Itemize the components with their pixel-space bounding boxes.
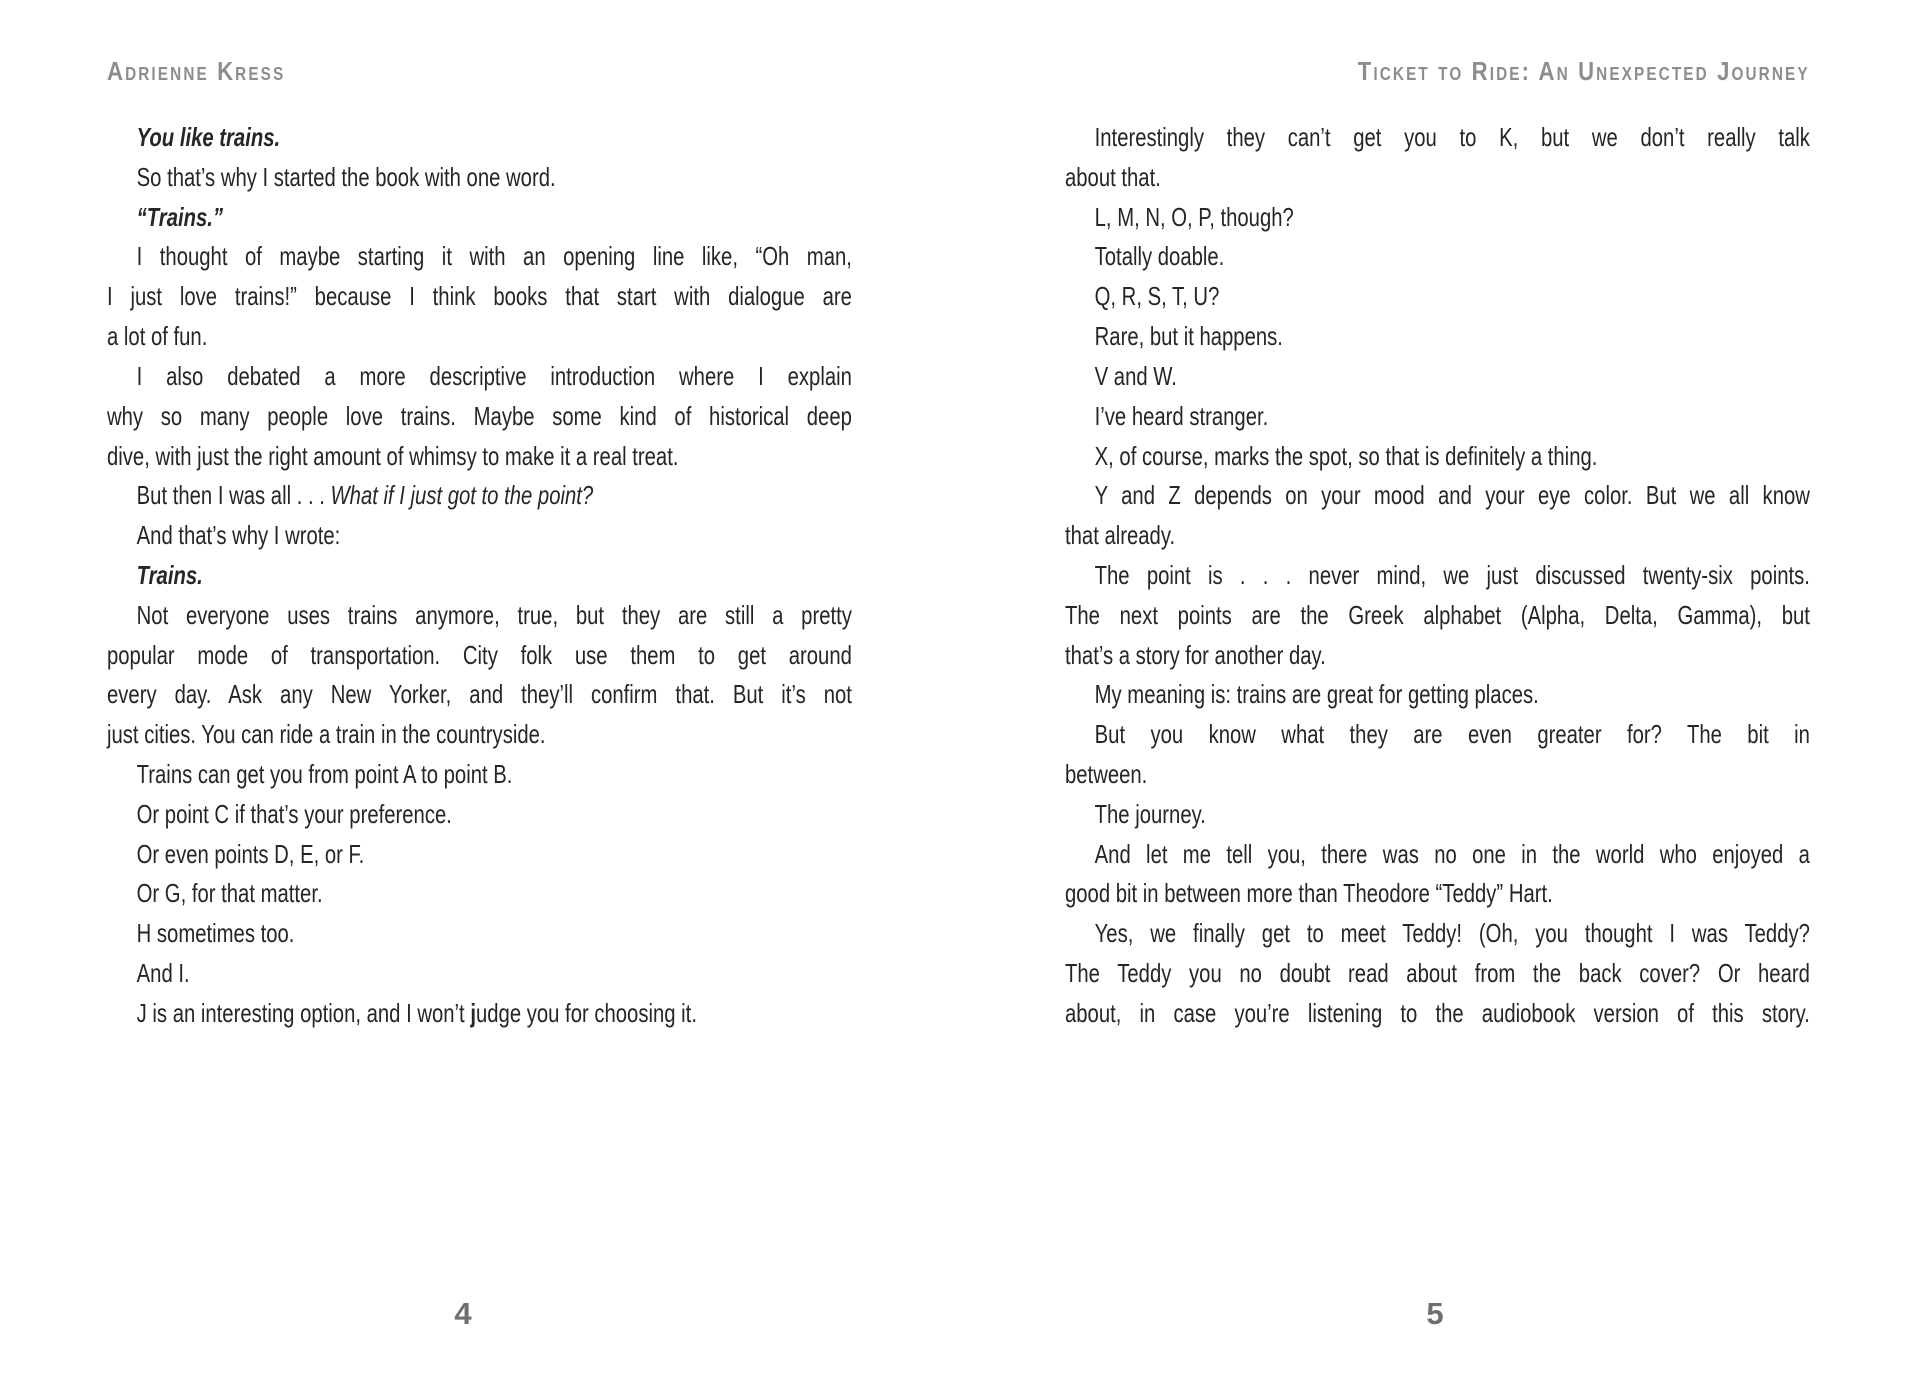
text-line	[1065, 914, 1810, 954]
text-line	[107, 516, 852, 556]
body-text: X, of course, marks the spot, so that is definitely a thing.	[1094, 440, 1598, 471]
body-text: Or G, for that matter.	[136, 878, 323, 909]
body-text: And that’s why I wrote:	[136, 520, 341, 551]
body-text: V and W.	[1094, 360, 1177, 391]
text-line	[1065, 317, 1810, 357]
text-line	[1065, 357, 1810, 397]
body-text: Rare, but it happens.	[1094, 321, 1283, 352]
body-text: Interestingly they can’t get you to K, but we don’t really talk	[1094, 122, 1810, 152]
text-line	[107, 755, 852, 795]
text-line	[1065, 118, 1810, 158]
body-text: The Teddy you no doubt read about from the back cover? Or heard	[1065, 958, 1810, 989]
text-line	[107, 158, 852, 198]
text-line	[107, 556, 852, 596]
text-line	[1065, 994, 1810, 1034]
text-line	[1065, 835, 1810, 875]
text-line	[107, 118, 852, 158]
text-line	[1065, 476, 1810, 516]
text-line	[107, 835, 852, 875]
text-line	[107, 198, 852, 238]
body-text: I thought of maybe starting it with an opening line like, “Oh man,	[136, 241, 852, 272]
text-line	[1065, 715, 1810, 755]
text-line	[107, 237, 852, 277]
body-text: good bit in between more than Theodore “Teddy” Hart.	[1065, 878, 1553, 909]
body-text: about that.	[1065, 161, 1161, 192]
body-text: that’s a story for another day.	[1065, 639, 1326, 670]
body-text: I also debated a more descriptive introduction where I explain	[136, 360, 852, 391]
body-text: So that’s why I started the book with one word.	[136, 161, 556, 192]
text-line	[107, 317, 852, 357]
emphasis-text: What if I just got to the point?	[330, 480, 594, 511]
text-line	[1065, 675, 1810, 715]
body-text: H sometimes too.	[136, 918, 295, 949]
text-line	[107, 357, 852, 397]
text-line	[107, 636, 852, 676]
body-text: Not everyone uses trains anymore, true, but they are still a pretty	[136, 599, 852, 630]
text-line	[107, 914, 852, 954]
running-header-author: Adrienne Kress	[107, 56, 286, 86]
body-text: The next points are the Greek alphabet (Alpha, Delta, Gamma), but	[1065, 599, 1810, 630]
body-text: Trains can get you from point A to point B.	[136, 759, 513, 789]
text-line	[107, 795, 852, 835]
text-line	[1065, 636, 1810, 676]
body-text: The point is . . . never mind, we just discussed twenty-six points.	[1094, 559, 1810, 590]
emphasis-text: Trains.	[136, 559, 203, 590]
text-line	[107, 874, 852, 914]
body-text: I just love trains!” because I think books that start with dialogue are	[107, 281, 852, 312]
text-line	[1065, 158, 1810, 198]
body-text: that already.	[1065, 520, 1176, 551]
text-line	[1065, 596, 1810, 636]
body-text: Or point C if that’s your preference.	[136, 798, 452, 829]
body-text: udge you for choosing it.	[475, 997, 697, 1028]
text-line	[1065, 755, 1810, 795]
text-line	[1065, 198, 1810, 238]
body-text: The journey.	[1094, 798, 1206, 829]
body-text: Y and Z depends on your mood and your eye color. But we all know	[1094, 480, 1810, 511]
text-line	[107, 675, 852, 715]
text-line	[107, 715, 852, 755]
body-text: L, M, N, O, P, though?	[1094, 201, 1294, 232]
text-line	[107, 437, 852, 477]
body-text: Yes, we finally get to meet Teddy! (Oh, you thought I was Teddy?	[1094, 918, 1810, 949]
body-text: But you know what they are even greater for? The bit in	[1094, 719, 1810, 750]
text-line	[107, 277, 852, 317]
page-right-text-column	[1065, 118, 1810, 1034]
text-line	[1065, 795, 1810, 835]
text-line	[1065, 954, 1810, 994]
body-text: J is an interesting option, and I won’t	[136, 997, 471, 1028]
body-text: And let me tell you, there was no one in the world who enjoyed a	[1094, 838, 1810, 869]
text-line	[107, 596, 852, 636]
text-line	[1065, 437, 1810, 477]
body-text: I’ve heard stranger.	[1094, 400, 1269, 431]
body-text: popular mode of transportation. City folk use them to get around	[107, 639, 852, 670]
text-line	[1065, 237, 1810, 277]
body-text: dive, with just the right amount of whimsy to make it a real treat.	[107, 440, 679, 471]
text-line	[107, 954, 852, 994]
text-line	[107, 994, 852, 1034]
body-text: And I.	[136, 958, 190, 989]
body-text: every day. Ask any New Yorker, and they’ll confirm that. But it’s not	[107, 679, 852, 710]
page-number-right: 5	[1426, 1296, 1444, 1331]
text-line	[107, 476, 852, 516]
emphasis-text: “Trains.”	[136, 201, 224, 232]
text-line	[1065, 516, 1810, 556]
body-text: Totally doable.	[1094, 241, 1225, 272]
body-text: about, in case you’re listening to the audiobook version of this story.	[1065, 997, 1810, 1028]
text-line	[107, 397, 852, 437]
body-text: why so many people love trains. Maybe some kind of historical deep	[107, 400, 852, 431]
page-left-text-column	[107, 118, 852, 1034]
page-number-left: 4	[454, 1296, 472, 1331]
text-line	[1065, 556, 1810, 596]
body-text: Or even points D, E, or F.	[136, 838, 365, 869]
body-text: just cities. You can ride a train in the countryside.	[107, 719, 546, 750]
body-text: My meaning is: trains are great for getting places.	[1094, 679, 1539, 710]
text-line	[1065, 874, 1810, 914]
body-text: a lot of fun.	[107, 321, 208, 352]
text-line	[1065, 397, 1810, 437]
emphasis-text: j	[470, 997, 476, 1028]
body-text: between.	[1065, 759, 1148, 789]
emphasis-text: You like trains.	[136, 122, 281, 152]
body-text: But then I was all . . .	[136, 480, 331, 511]
running-header-title: Ticket to Ride: An Unexpected Journey	[1358, 56, 1810, 86]
body-text: Q, R, S, T, U?	[1094, 281, 1220, 312]
text-line	[1065, 277, 1810, 317]
